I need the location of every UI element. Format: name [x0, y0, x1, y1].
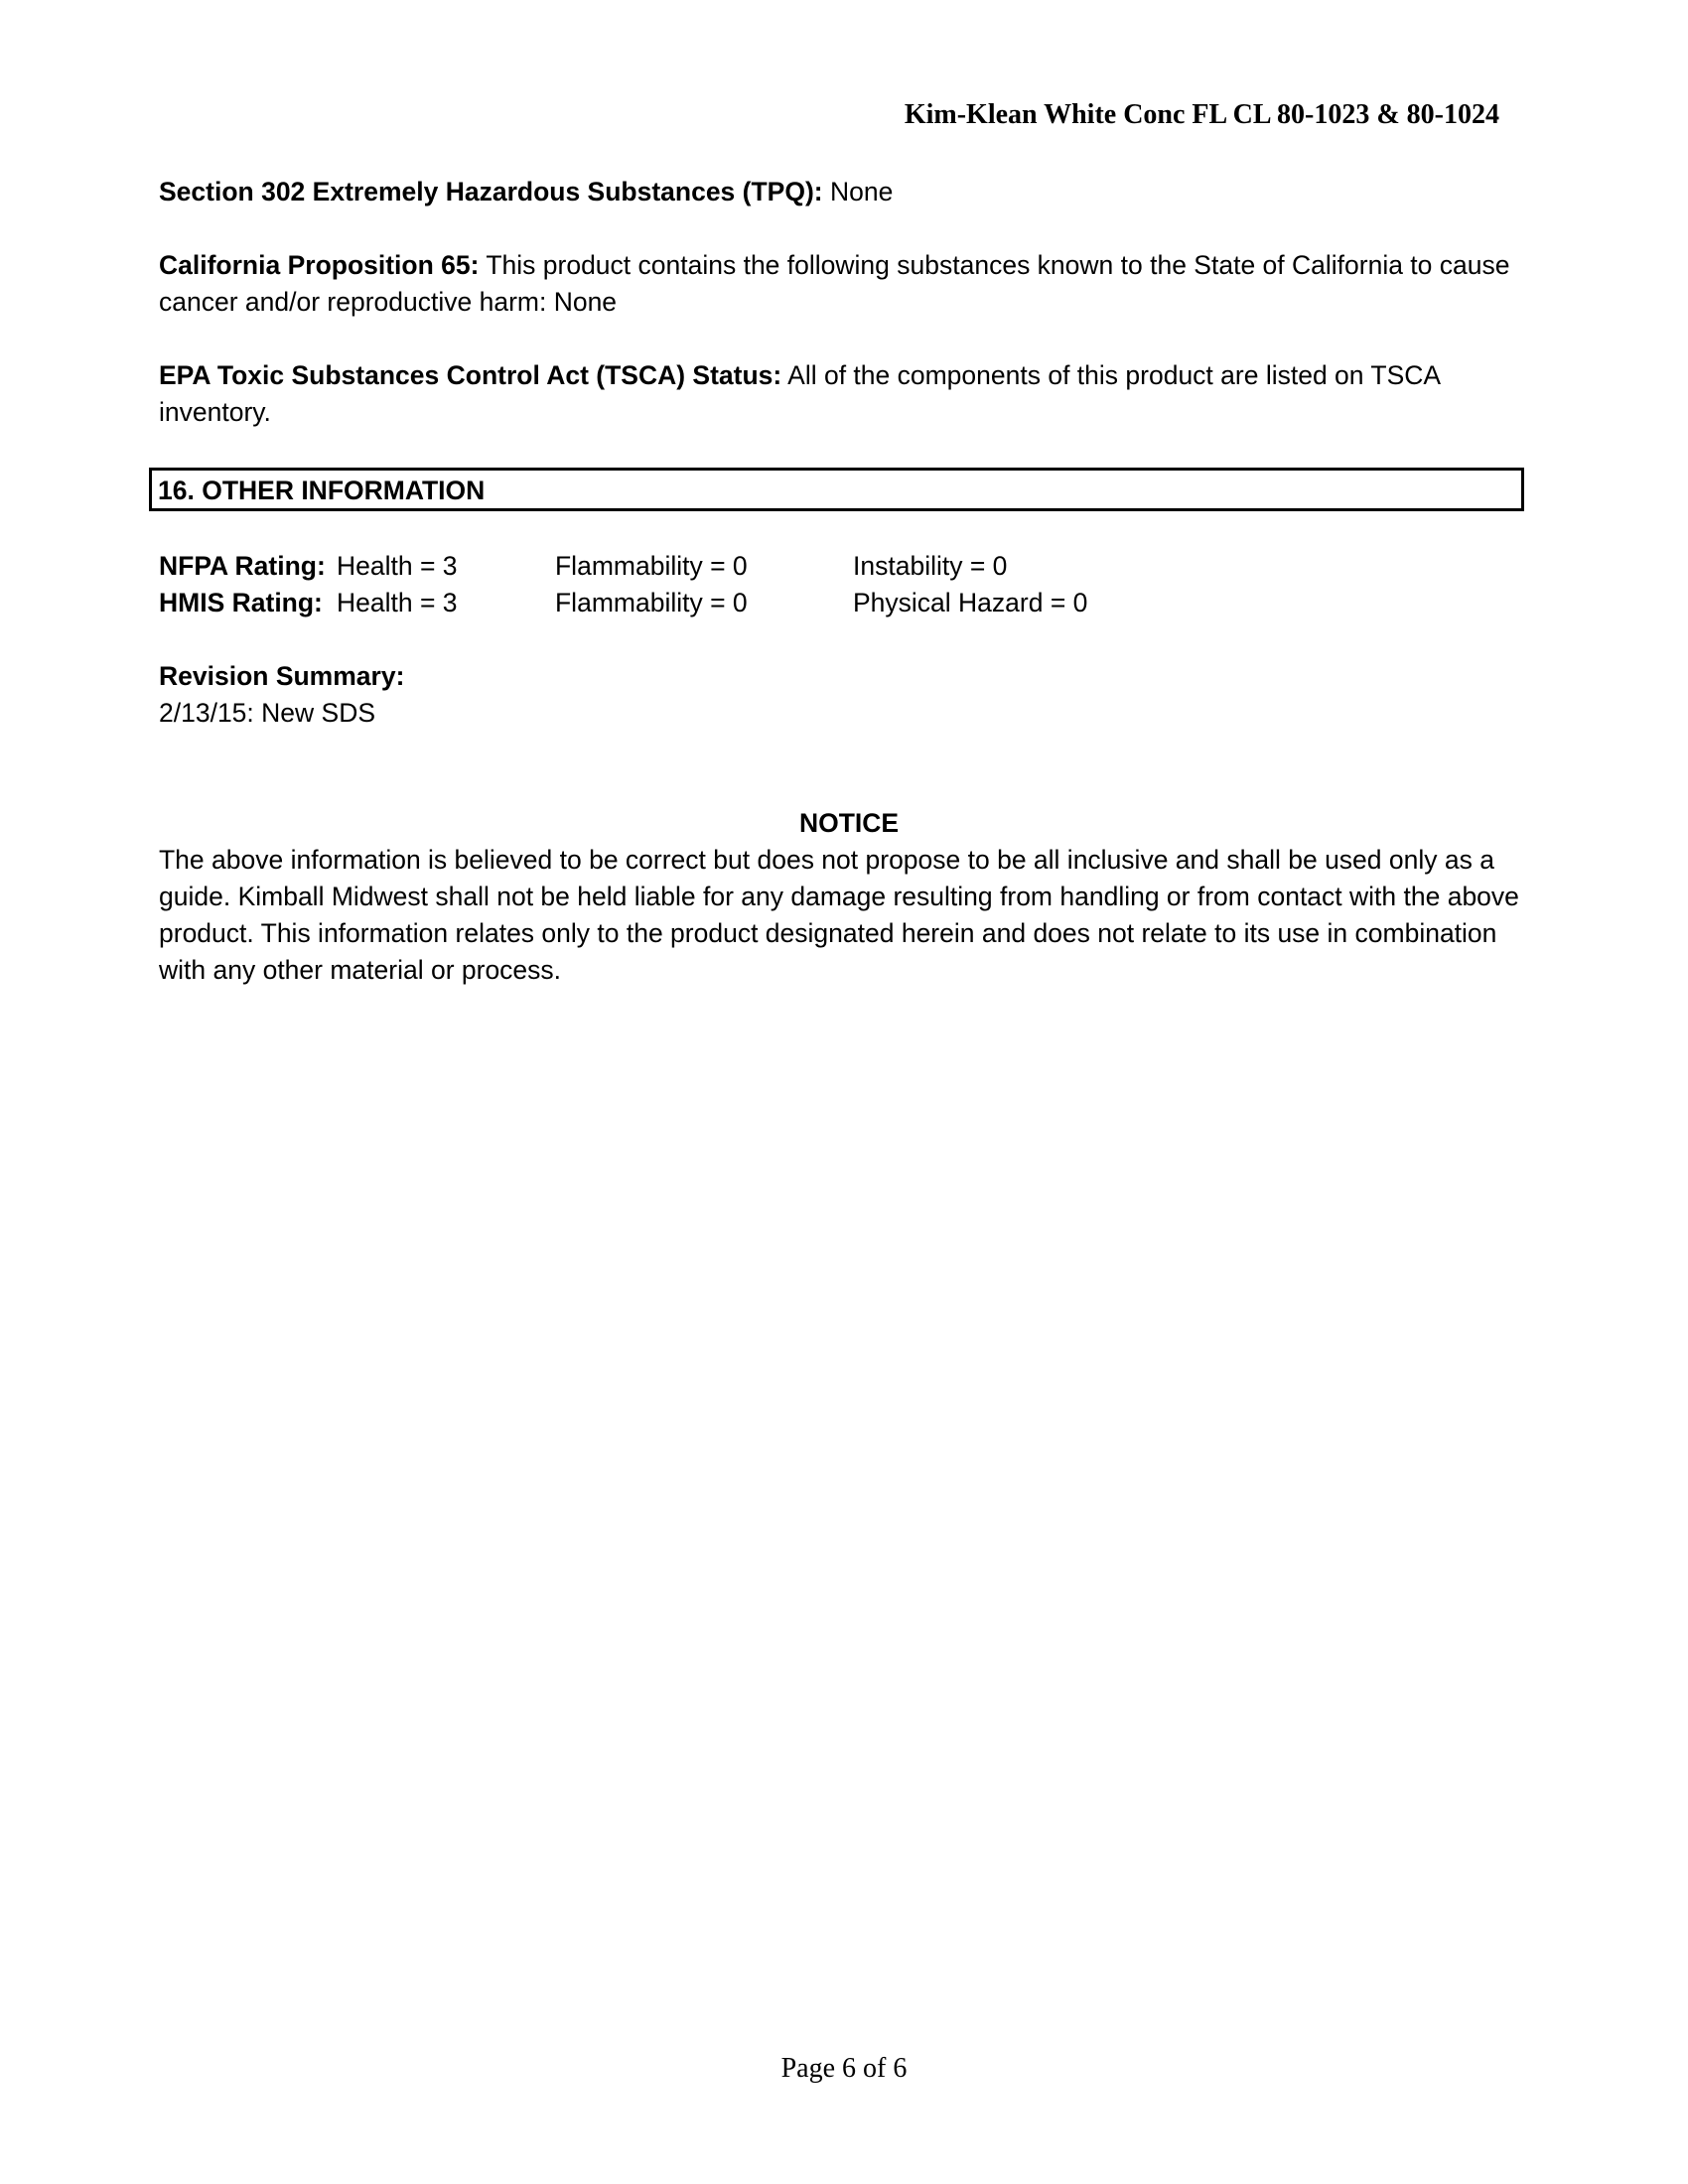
prop65-label: California Proposition 65:: [159, 250, 480, 280]
hazard-ratings: [159, 548, 1539, 621]
nfpa-health: Health = 3: [337, 551, 458, 581]
tsca-text: All of the components of this product are listed on TSCA inventory.: [159, 360, 1440, 427]
hmis-health: Health = 3: [337, 588, 458, 617]
tsca-label: EPA Toxic Substances Control Act (TSCA) Status:: [159, 360, 782, 390]
hmis-flammability: Flammability = 0: [555, 588, 748, 617]
nfpa-instability: Instability = 0: [853, 551, 1008, 581]
page-number: Page 6 of 6: [780, 2053, 908, 2084]
revision-summary-heading: Revision Summary:: [159, 661, 405, 691]
notice-heading: NOTICE: [798, 808, 900, 838]
prop65-text: This product contains the following substances known to the State of California to cause cancer and/or reproductive harm: None: [159, 250, 1510, 317]
notice-text: The above information is believed to be correct but does not propose to be all inclusive and shall be used only as a guide. Kimball Midwest shall not be held liable for any damage resulting from handling or from contact with the above product. This information relates only to the product designated herein and does not relate to its use in combination with any other material or process.: [159, 845, 1519, 985]
document-header-title: Kim-Klean White Conc FL CL 80-1023 & 80-1024: [904, 99, 1499, 130]
revision-entry: 2/13/15: New SDS: [159, 698, 376, 728]
document-body: [159, 174, 1539, 1025]
hmis-physical-hazard: Physical Hazard = 0: [853, 588, 1088, 617]
section-16-heading: 16. OTHER INFORMATION: [149, 468, 1524, 511]
section-302-paragraph: [159, 174, 1539, 210]
nfpa-rating-label: NFPA Rating:: [159, 551, 326, 581]
hmis-rating-row: [159, 585, 1539, 621]
section-302-label: Section 302 Extremely Hazardous Substances (TPQ):: [159, 177, 823, 206]
section-302-value: None: [829, 177, 894, 206]
revision-summary: [159, 658, 1539, 732]
hmis-rating-label: HMIS Rating:: [159, 588, 323, 617]
prop65-paragraph: [159, 247, 1539, 321]
tsca-paragraph: [159, 357, 1539, 431]
nfpa-flammability: Flammability = 0: [555, 551, 748, 581]
nfpa-rating-row: [159, 548, 1539, 585]
